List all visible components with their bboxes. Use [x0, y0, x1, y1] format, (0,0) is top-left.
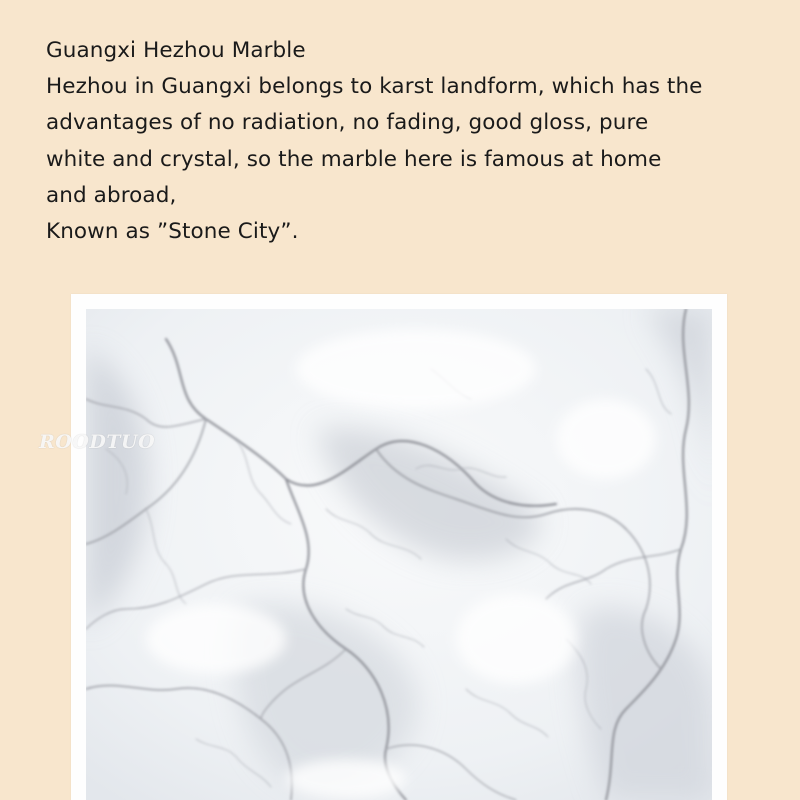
- description-line-4: and abroad,: [46, 182, 177, 208]
- description-line-1: Hezhou in Guangxi belongs to karst landform, which has the: [46, 74, 703, 100]
- description-line-5: Known as ”Stone City”.: [46, 219, 299, 245]
- description-line-3: white and crystal, so the marble here is famous at home: [46, 146, 662, 172]
- description-title: Guangxi Hezhou Marble: [46, 38, 306, 63]
- description-text: [46, 33, 766, 250]
- marble-photo: [86, 309, 712, 800]
- watermark-logo: ROODTUO: [39, 431, 156, 453]
- description-line-2: advantages of no radiation, no fading, good gloss, pure: [46, 110, 649, 136]
